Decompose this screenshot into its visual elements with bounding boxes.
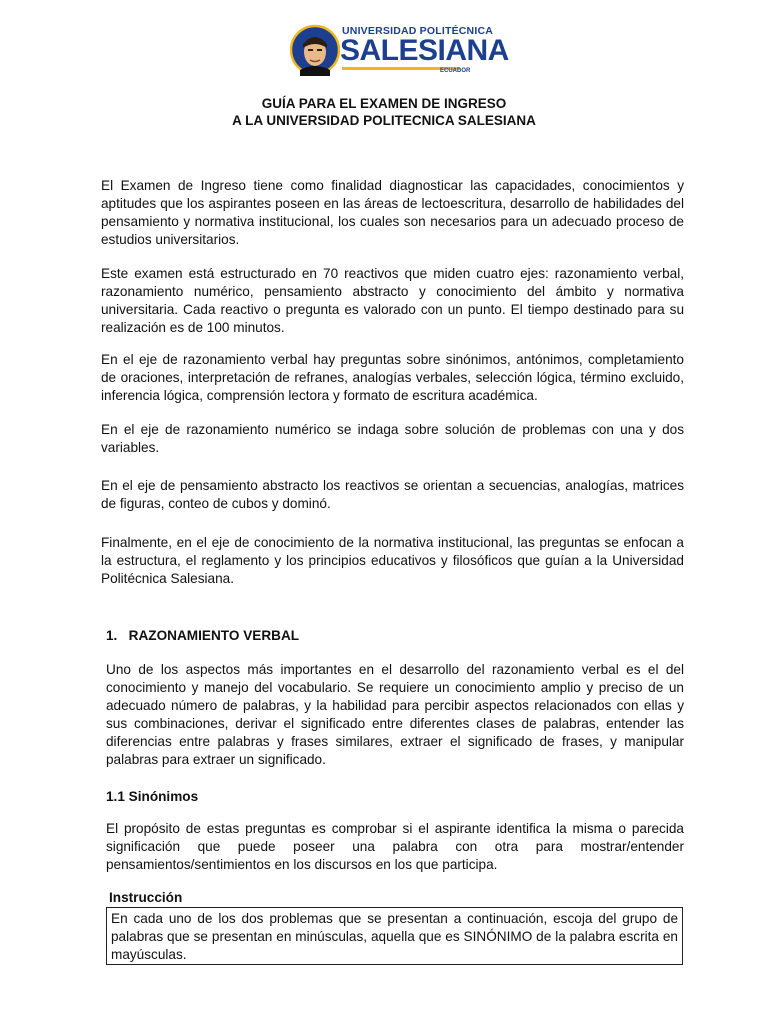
logo-emblem-icon: [290, 22, 340, 78]
logo-main-text: SALESIANA: [340, 34, 509, 67]
intro-paragraph-5: En el eje de pensamiento abstracto los reactivos se orientan a secuencias, analogías, matrices de figuras, conteo de cubos y dominó.: [101, 478, 684, 511]
section-heading-razonamiento-verbal: 1. RAZONAMIENTO VERBAL: [106, 628, 300, 643]
intro-paragraph-2: Este examen está estructurado en 70 reactivos que miden cuatro ejes: razonamiento verbal, razonamiento numérico, pensamiento abstracto y conocimiento del ámbito y normativa universitaria. Cada reactivo o pregunta es valorado con un punto. El tiempo destinado para su realización es de 100 minutos.: [101, 266, 684, 335]
instruction-text: En cada uno de los dos problemas que se presentan a continuación, escoja del grupo de palabras que se presentan en minúsculas, aquella que es SINÓNIMO de la palabra escrita en mayúsculas.: [111, 911, 678, 962]
document-title-line-1: GUÍA PARA EL EXAMEN DE INGRESO: [261, 96, 507, 111]
intro-paragraph-1: El Examen de Ingreso tiene como finalidad diagnosticar las capacidades, conocimientos y aptitudes que los aspirantes poseen en las áreas de lectoescritura, desarrollo de habilidades del pensamiento y normativa institucional, los cuales son necesarios para un adecuado proceso de estudios universitarios.: [101, 178, 684, 247]
university-logo: [290, 22, 509, 78]
logo-sub-text: ECUADOR: [440, 68, 471, 74]
logo-top-text: UNIVERSIDAD POLITÉCNICA: [342, 25, 494, 37]
instruction-heading: Instrucción: [109, 890, 183, 905]
intro-paragraph-6: Finalmente, en el eje de conocimiento de la normativa institucional, las preguntas se enfocan a la estructura, el reglamento y los principios educativos y filosóficos que guían a la Universidad Politécnica Salesiana.: [101, 535, 684, 586]
instruction-box: [106, 907, 683, 965]
intro-paragraph-4: En el eje de razonamiento numérico se indaga sobre solución de problemas con una y dos variables.: [101, 422, 684, 455]
intro-paragraph-3: En el eje de razonamiento verbal hay preguntas sobre sinónimos, antónimos, completamiento de oraciones, interpretación de refranes, analogías verbales, selección lógica, término excluido, inferencia lógica, comprensión lectora y formato de escritura académica.: [101, 352, 684, 403]
document-title-line-2: A LA UNIVERSIDAD POLITECNICA SALESIANA: [232, 113, 536, 128]
section-1-1-paragraph: El propósito de estas preguntas es comprobar si el aspirante identifica la misma o parecida significación que puede poseer una palabra con otra para mostrar/entender pensamientos/sentimientos en los discursos en los que participa.: [106, 821, 684, 872]
section-heading-sinonimos: 1.1 Sinónimos: [106, 789, 199, 804]
section-1-paragraph: Uno de los aspectos más importantes en el desarrollo del razonamiento verbal es el del conocimiento y manejo del vocabulario. Se requiere un conocimiento amplio y preciso de un adecuado número de palabras, y la habilidad para percibir aspectos relacionados con ellas y sus combinaciones, derivar el significado entre diferentes clases de palabras, entender las diferencias entre palabras y frases similares, extraer el significado de frases, y manipular palabras para extraer un significado.: [106, 662, 684, 767]
